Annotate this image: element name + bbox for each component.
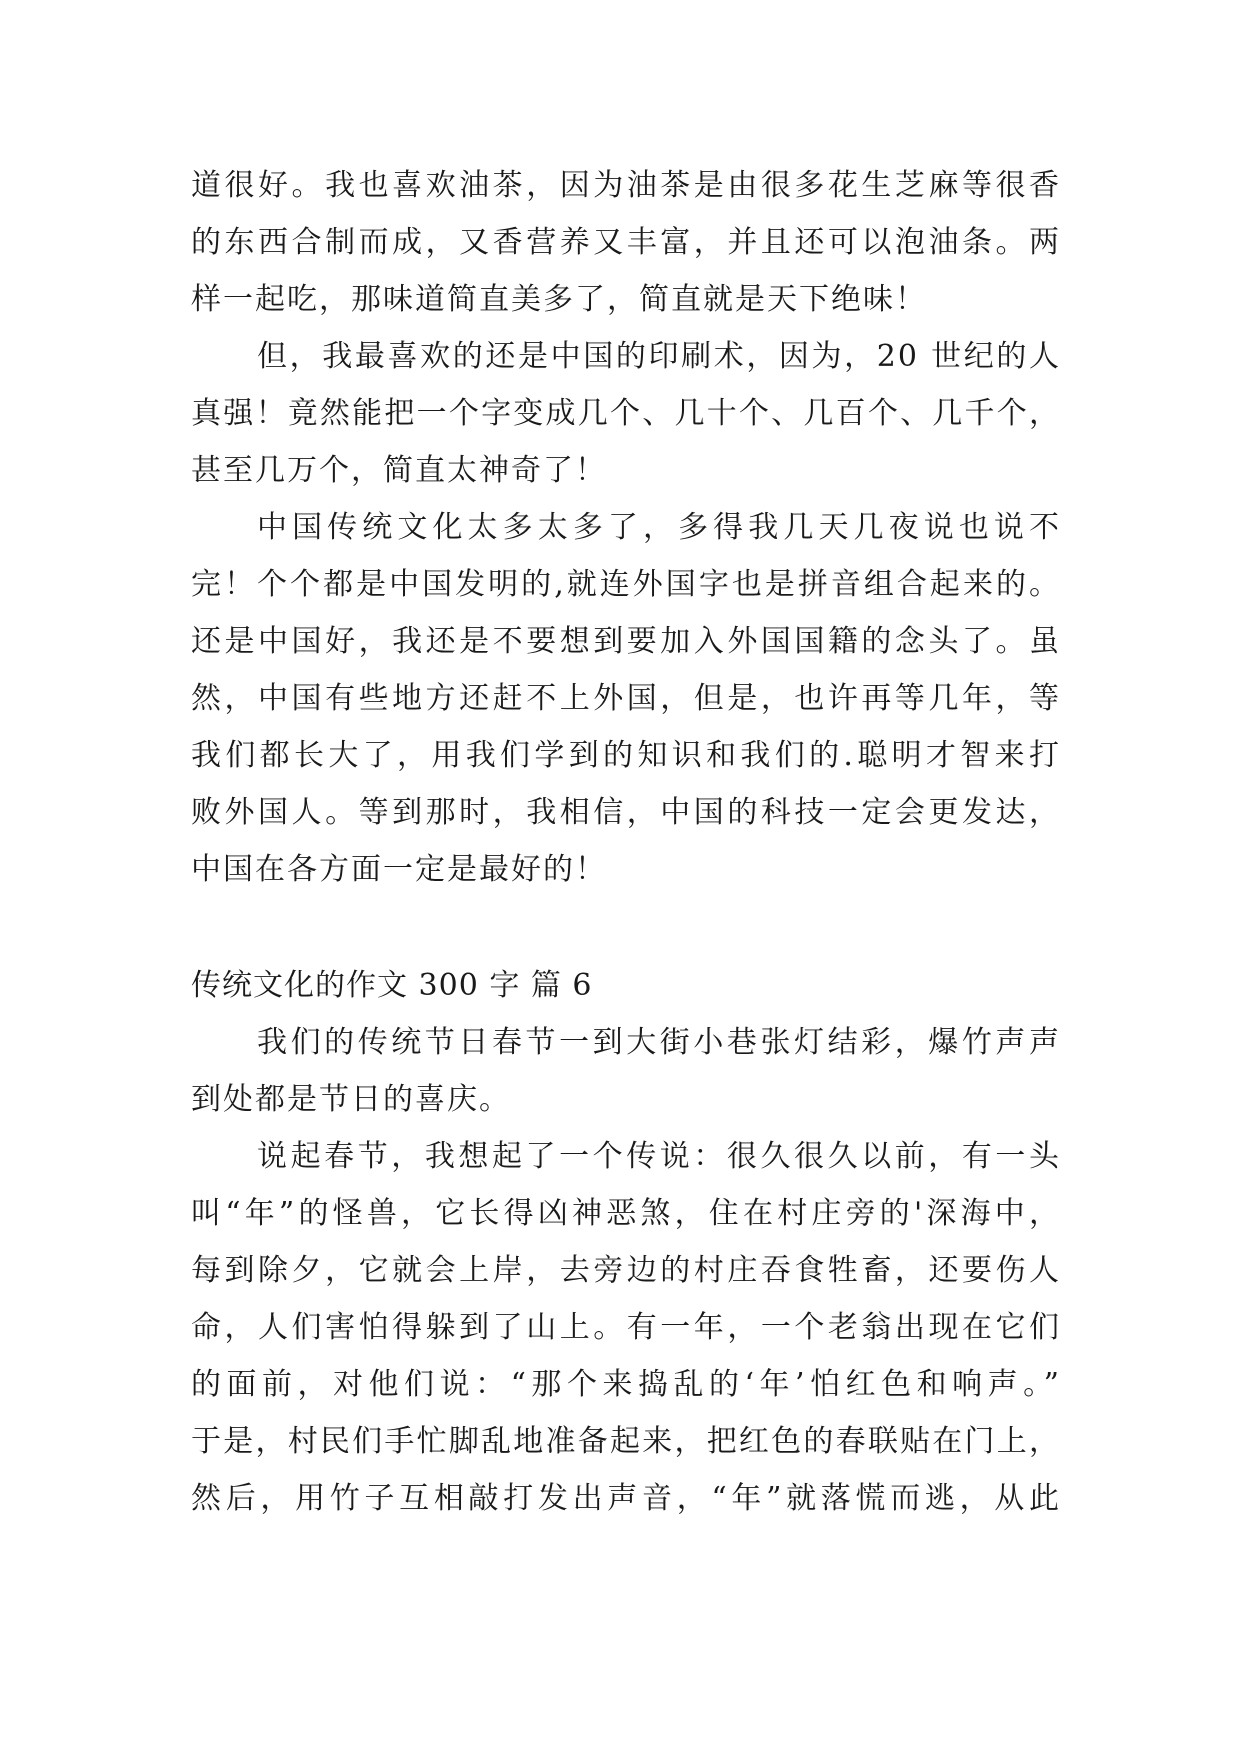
text-line: 我们都长大了，用我们学到的知识和我们的.聪明才智来打 (191, 738, 1061, 773)
text-line: 道很好。我也喜欢油茶，因为油茶是由很多花生芝麻等很香 (191, 168, 1061, 203)
text-line: 中国在各方面一定是最好的！ (191, 852, 607, 887)
text-line: 说起春节，我想起了一个传说：很久很久以前，有一头 (257, 1139, 1061, 1174)
text-line: 败外国人。等到那时，我相信，中国的科技一定会更发达， (191, 795, 1061, 830)
text-line: 到处都是节日的喜庆。 (191, 1082, 511, 1117)
text-line: 每到除夕，它就会上岸，去旁边的村庄吞食牲畜，还要伤人 (191, 1253, 1061, 1288)
section-heading: 传统文化的作文 300 字 篇 6 (191, 968, 593, 1003)
text-line: 真强！竟然能把一个字变成几个、几十个、几百个、几千个， (191, 396, 1061, 431)
text-line: 然后，用竹子互相敲打发出声音，“年”就落慌而逃，从此 (191, 1481, 1061, 1516)
text-line: 的东西合制而成，又香营养又丰富，并且还可以泡油条。两 (191, 225, 1061, 260)
text-line: 甚至几万个，简直太神奇了！ (191, 453, 607, 488)
text-line: 完！个个都是中国发明的,就连外国字也是拼音组合起来的。 (191, 567, 1061, 602)
text-line: 我们的传统节日春节一到大街小巷张灯结彩，爆竹声声 (257, 1025, 1061, 1060)
text-line: 样一起吃，那味道简直美多了，简直就是天下绝味！ (191, 282, 927, 317)
text-line: 叫“年”的怪兽，它长得凶神恶煞，住在村庄旁的'深海中， (191, 1196, 1061, 1231)
text-line: 命，人们害怕得躲到了山上。有一年，一个老翁出现在它们 (191, 1310, 1061, 1345)
text-line: 于是，村民们手忙脚乱地准备起来，把红色的春联贴在门上， (191, 1424, 1061, 1459)
text-line: 然，中国有些地方还赶不上外国，但是，也许再等几年，等 (191, 681, 1061, 716)
text-line: 但，我最喜欢的还是中国的印刷术，因为，20 世纪的人 (257, 339, 1061, 374)
text-line: 的面前，对他们说：“那个来捣乱的‘年’怕红色和响声。” (191, 1367, 1061, 1402)
text-line: 还是中国好，我还是不要想到要加入外国国籍的念头了。虽 (191, 624, 1061, 659)
text-line: 中国传统文化太多太多了，多得我几天几夜说也说不 (257, 510, 1061, 545)
